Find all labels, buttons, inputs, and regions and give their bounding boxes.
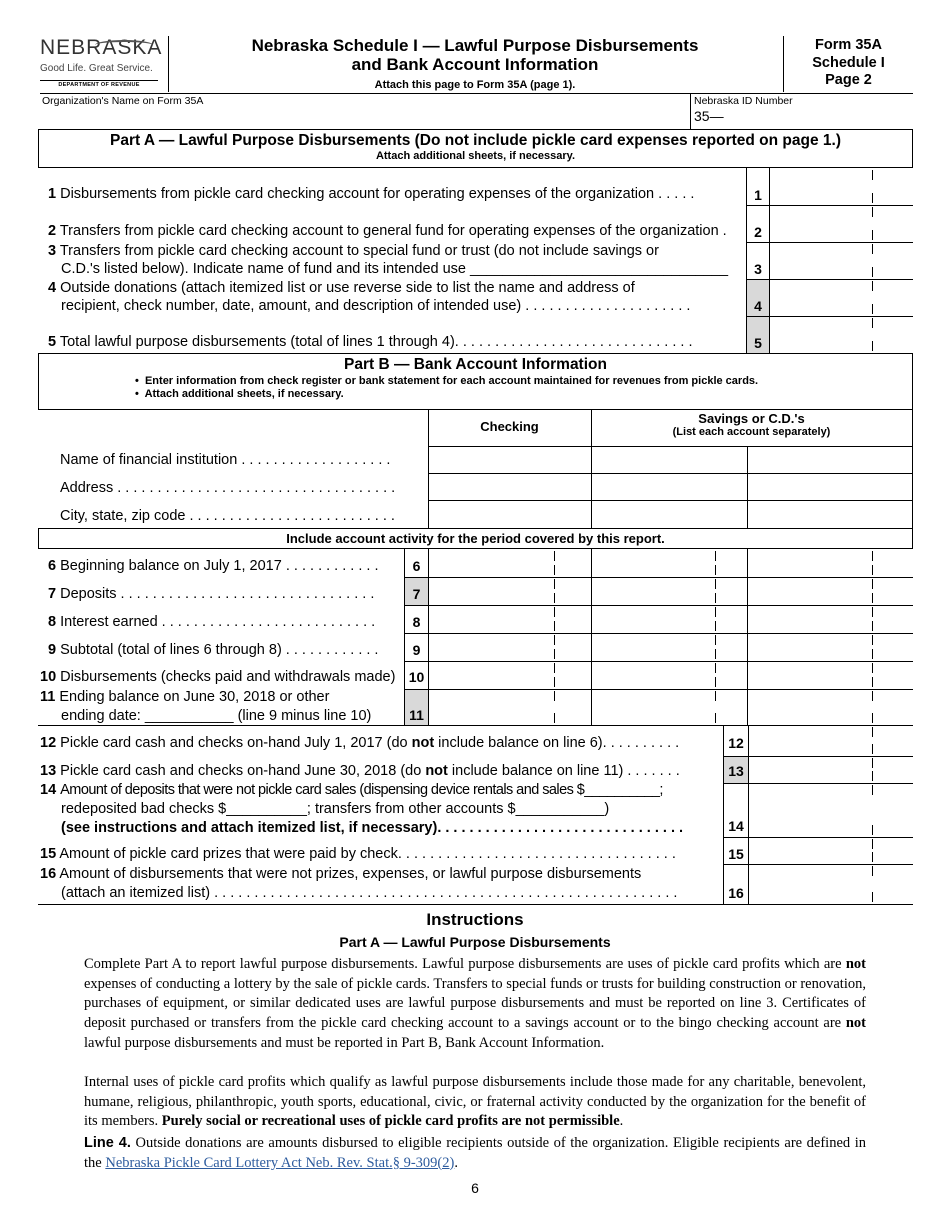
line-7-savings-1[interactable] bbox=[592, 578, 747, 605]
line-box-6: 6 bbox=[412, 558, 421, 574]
col-checking-header: Checking bbox=[480, 419, 539, 434]
page-id: Page 2 bbox=[825, 72, 872, 88]
nebraska-id-prefix: 35— bbox=[694, 108, 724, 124]
line-15-amount[interactable] bbox=[749, 838, 913, 864]
line-box-9: 9 bbox=[412, 642, 421, 658]
line-14-dispensing-input[interactable] bbox=[612, 783, 696, 800]
savings-2-institution-input[interactable] bbox=[748, 447, 912, 473]
line-9-checking[interactable] bbox=[429, 634, 591, 661]
line-9-label: 9 Subtotal (total of lines 6 through 8) . . . . . . . . . . . . bbox=[48, 642, 379, 658]
line-box-5: 5 bbox=[754, 335, 762, 351]
line-box-14: 14 bbox=[728, 818, 744, 834]
line-11-checking[interactable] bbox=[429, 690, 591, 725]
instructions-paragraph-3: Line 4. Outside donations are amounts disbursed to eligible recipients outside of the organization. Eligible recipients are defined in the Nebraska Pickle Card Lottery Act Neb. Rev. Stat.§ 9-309(2). bbox=[84, 1135, 866, 1171]
address-label: Address . . . . . . . . . . . . . . . . . . . . . . . . . . . . . . . . . . . bbox=[60, 480, 396, 496]
line-7-label: 7 Deposits . . . . . . . . . . . . . . . . . . . . . . . . . . . . . . . . bbox=[48, 586, 375, 602]
line-box-4: 4 bbox=[754, 298, 762, 314]
line-9-savings-2[interactable] bbox=[748, 634, 913, 661]
pickle-card-act-link[interactable]: Nebraska Pickle Card Lottery Act Neb. Rev. Stat.§ 9-309(2) bbox=[105, 1154, 455, 1171]
part-a-line-3: 3 Transfers from pickle card checking account to special fund or trust (do not include savings or C.D.'s listed below). Indicate name of fund and its intended use ________________________________ bbox=[48, 243, 729, 277]
cents-divider-tick bbox=[872, 825, 873, 835]
instructions-paragraph-2: Internal uses of pickle card profits which qualify as lawful purpose disbursements include those made for any charitable, benevolent, humane, religious, philanthropic, youth sports, educational, civic, or fraternal activity conducted by the organization for the benefit of its members. Purely social or recreational uses of pickle card profits are not permissible. bbox=[84, 1074, 866, 1130]
page-number: 6 bbox=[471, 1180, 479, 1196]
line-7-savings-2[interactable] bbox=[748, 578, 913, 605]
part-a-header bbox=[38, 129, 913, 168]
line-14-transfers-input[interactable] bbox=[546, 801, 636, 818]
line-15-label: 15 Amount of pickle card prizes that were paid by check. . . . . . . . . . . . . . . . . . . . . . . . . . . . . . . . . . . bbox=[40, 846, 676, 862]
logo bbox=[40, 36, 165, 92]
logo-swoosh bbox=[95, 40, 153, 50]
col-savings-header: Savings or C.D.'s (List each account separately) bbox=[672, 411, 831, 438]
instructions-title: Instructions bbox=[426, 910, 524, 929]
title-line-2: and Bank Account Information bbox=[351, 55, 599, 74]
schedule-id: Schedule I bbox=[812, 54, 885, 71]
line-6-savings-1[interactable] bbox=[592, 550, 747, 577]
activity-note: Include account activity for the period covered by this report. bbox=[38, 528, 913, 549]
nebraska-id-input[interactable] bbox=[728, 108, 912, 128]
attach-note: Attach this page to Form 35A (page 1). bbox=[374, 79, 576, 91]
instructions-paragraph-1: Complete Part A to report lawful purpose disbursements. Lawful purpose disbursements are uses of pickle card profits which are not expenses of conducting a lottery by the sale of pickle cards. Transfers to special funds or trusts for building construction or renovation, purchases of equipment, or similar dedicated uses are lawful purpose disbursements and must be reported on line 3. Certificates of deposit purchased or transfers from the pickle card checking account to a savings account or to the bingo checking account are not lawful purpose disbursements and must be reported in Part B, Bank Account Information. bbox=[84, 956, 866, 1051]
logo-department: DEPARTMENT OF REVENUE bbox=[58, 82, 140, 88]
line-10-savings-1[interactable] bbox=[592, 662, 747, 689]
line-6-label: 6 Beginning balance on July 1, 2017 . . . . . . . . . . . . bbox=[48, 558, 379, 574]
line-13-label: 13 Pickle card cash and checks on-hand June 30, 2018 (do not include balance on line 11) . . . . . . . bbox=[40, 763, 680, 779]
line-14-label: 14 Amount of deposits that were not pickle card sales (dispensing device rentals and sales $__________; redeposited bad checks $__________; transfers from other accounts $___________) (see instructions and attach itemized list, if necessary). . . . . . . . . . . . . . . . . . . . . . . . . . . . . . . bbox=[40, 782, 684, 836]
checking-institution-input[interactable] bbox=[429, 447, 591, 473]
line-box-12: 12 bbox=[728, 735, 744, 751]
line-14-amount[interactable] bbox=[749, 784, 913, 837]
form-id-block bbox=[784, 37, 913, 90]
line-13-amount[interactable] bbox=[749, 757, 913, 783]
part-b-title: Part B — Bank Account Information bbox=[344, 356, 607, 373]
part-b-bullet-1: • Enter information from check register or bank statement for each account maintained for revenues from pickle cards. bbox=[135, 375, 759, 387]
line-box-1: 1 bbox=[754, 187, 762, 203]
line-12-amount[interactable] bbox=[749, 726, 913, 756]
cents-divider-tick bbox=[872, 839, 873, 849]
line-12-label: 12 Pickle card cash and checks on-hand July 1, 2017 (do not include balance on line 6). . . . . . . . . . bbox=[40, 735, 680, 751]
line-box-15: 15 bbox=[728, 846, 744, 862]
savings-2-city-input[interactable] bbox=[748, 501, 912, 528]
line-box-8: 8 bbox=[412, 614, 421, 630]
line-3-fund-name-input[interactable] bbox=[495, 259, 731, 277]
line-box-10: 10 bbox=[408, 669, 425, 685]
line-8-savings-2[interactable] bbox=[748, 606, 913, 633]
instructions-subtitle: Part A — Lawful Purpose Disbursements bbox=[339, 934, 611, 950]
title-line-1: Nebraska Schedule I — Lawful Purpose Disbursements bbox=[251, 36, 699, 55]
line-16-label: 16 Amount of disbursements that were not prizes, expenses, or lawful purpose disbursements (attach an itemized list) . . . . . . . . . . . . . . . . . . . . . . . . . . . . . . . . . . . . . . . . . . . . . . . . . . . . . . . . . . bbox=[40, 866, 678, 901]
line-10-label: 10 Disbursements (checks paid and withdrawals made) bbox=[40, 669, 396, 685]
savings-1-institution-input[interactable] bbox=[592, 447, 747, 473]
line-16-amount[interactable] bbox=[749, 865, 913, 904]
line-1-amount[interactable] bbox=[770, 169, 913, 205]
line-box-2: 2 bbox=[754, 224, 762, 240]
line-11-label: 11 Ending balance on June 30, 2018 or other ending date: ___________ (line 9 minus line 10) bbox=[40, 689, 372, 724]
cents-divider-tick bbox=[872, 744, 873, 754]
line-box-7: 7 bbox=[412, 586, 421, 602]
line-5-amount[interactable] bbox=[770, 317, 913, 353]
part-a-line-1: 1 Disbursements from pickle card checking account for operating expenses of the organization . . . . . bbox=[48, 186, 695, 202]
line-box-16: 16 bbox=[728, 885, 744, 901]
line-8-checking[interactable] bbox=[429, 606, 591, 633]
savings-1-city-input[interactable] bbox=[592, 501, 747, 528]
nebraska-id-label: Nebraska ID Number bbox=[694, 95, 793, 107]
line-box-11: 11 bbox=[409, 707, 424, 723]
line-3-amount[interactable] bbox=[770, 243, 913, 279]
org-name-label: Organization's Name on Form 35A bbox=[42, 95, 204, 107]
checking-address-input[interactable] bbox=[429, 474, 591, 500]
cents-divider-tick bbox=[872, 866, 873, 876]
logo-wordmark: NEBRASKA bbox=[40, 36, 163, 59]
line-11-savings-1[interactable] bbox=[592, 690, 747, 725]
savings-1-address-input[interactable] bbox=[592, 474, 747, 500]
line-7-checking[interactable] bbox=[429, 578, 591, 605]
line-11-savings-2[interactable] bbox=[748, 690, 913, 725]
logo-tagline: Good Life. Great Service. bbox=[40, 63, 153, 74]
line-14-bad-checks-input[interactable] bbox=[242, 801, 324, 818]
line-8-savings-1[interactable] bbox=[592, 606, 747, 633]
cents-divider-tick bbox=[872, 892, 873, 902]
part-b-header bbox=[38, 353, 913, 410]
cents-divider-tick bbox=[872, 727, 873, 737]
form-id: Form 35A bbox=[815, 37, 882, 53]
line-10-checking[interactable] bbox=[429, 662, 591, 689]
line-box-3: 3 bbox=[754, 261, 762, 277]
savings-2-address-input[interactable] bbox=[748, 474, 912, 500]
part-a-title: Part A — Lawful Purpose Disbursements (Do not include pickle card expenses reported on page 1.) bbox=[110, 132, 841, 149]
cents-divider-tick bbox=[872, 852, 873, 862]
org-name-input[interactable] bbox=[40, 108, 688, 128]
line-8-label: 8 Interest earned . . . . . . . . . . . . . . . . . . . . . . . . . . . bbox=[48, 614, 376, 630]
line-6-checking[interactable] bbox=[429, 550, 591, 577]
form-title bbox=[170, 36, 780, 91]
cents-divider-tick bbox=[872, 785, 873, 795]
line-box-13: 13 bbox=[728, 763, 744, 779]
line-10-savings-2[interactable] bbox=[748, 662, 913, 689]
city-state-zip-label: City, state, zip code . . . . . . . . . . . . . . . . . . . . . . . . . . bbox=[60, 508, 395, 524]
part-a-line-4: 4 Outside donations (attach itemized list or use reverse side to list the name and address of recipient, check number, date, amount, and description of intended use) . . . . . . . . . . . . . . . . . . . . . bbox=[48, 280, 691, 314]
part-b-bullet-2: • Attach additional sheets, if necessary. bbox=[135, 388, 344, 400]
line-2-amount[interactable] bbox=[770, 206, 913, 242]
part-a-line-5: 5 Total lawful purpose disbursements (total of lines 1 through 4). . . . . . . . . . . . . . . . . . . . . . . . . . . . . . bbox=[48, 334, 693, 350]
part-a-subtitle: Attach additional sheets, if necessary. bbox=[375, 150, 576, 162]
line-4-amount[interactable] bbox=[770, 280, 913, 316]
line-11-ending-date-input[interactable] bbox=[148, 706, 250, 724]
part-a-line-2: 2 Transfers from pickle card checking account to general fund for operating expenses of the organization . bbox=[48, 223, 727, 239]
cents-divider-tick bbox=[872, 771, 873, 781]
checking-city-input[interactable] bbox=[429, 501, 591, 528]
institution-name-label: Name of financial institution . . . . . . . . . . . . . . . . . . . bbox=[60, 452, 391, 468]
cents-divider-tick bbox=[872, 758, 873, 768]
line-9-savings-1[interactable] bbox=[592, 634, 747, 661]
line-6-savings-2[interactable] bbox=[748, 550, 913, 577]
